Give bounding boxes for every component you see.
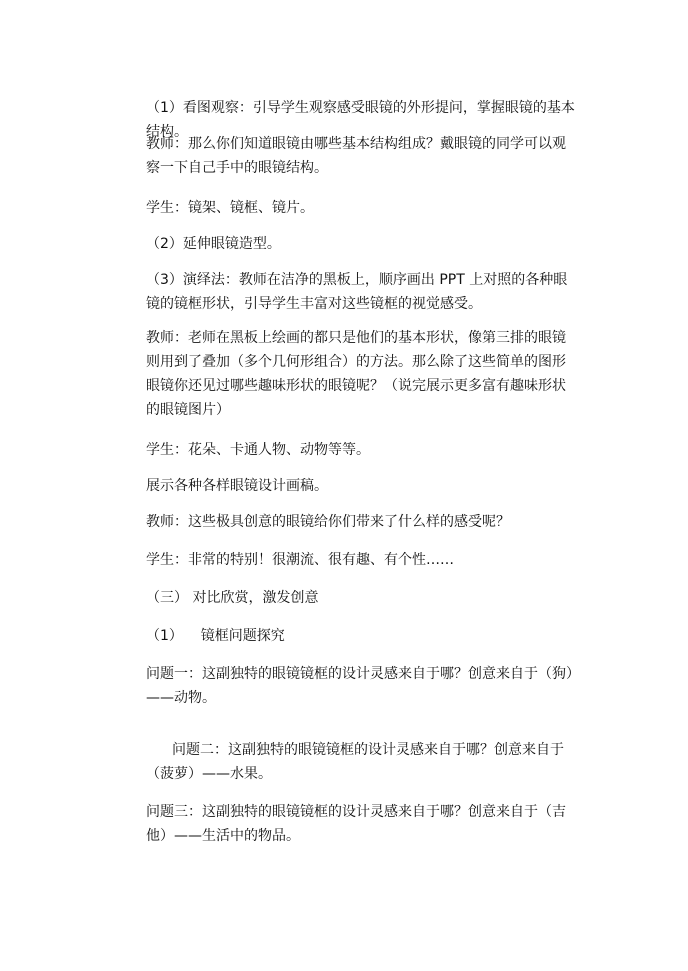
paragraph-question-one: 问题一：这副独特的眼镜镜框的设计灵感来自于哪？创意来自于（狗）——动物。	[146, 666, 580, 706]
section-heading-compare: （三） 对比欣赏，激发创意	[146, 590, 319, 606]
paragraph-extend-shape: （2）延伸眼镜造型。	[146, 236, 281, 252]
paragraph-question-three: 问题三：这副独特的眼镜镜框的设计灵感来自于哪？创意来自于（吉他）——生活中的物品。	[146, 804, 566, 844]
paragraph-show-designs: 展示各种各样眼镜设计画稿。	[146, 478, 328, 494]
subheading-frame-inquiry: （1） 镜框问题探究	[146, 628, 285, 644]
paragraph-question-two: 问题二：这副独特的眼镜镜框的设计灵感来自于哪？创意来自于（菠萝）——水果。	[146, 742, 564, 782]
paragraph-deduction-method: （3）演绎法：教师在洁净的黑板上，顺序画出 PPT 上对照的各种眼镜的镜框形状，引导学生丰富对这些镜框的视觉感受。	[146, 272, 568, 312]
paragraph-teacher-question-structure: 教师：那么你们知道眼镜由哪些基本结构组成？戴眼镜的同学可以观察一下自己手中的眼镜结构。	[146, 136, 566, 176]
paragraph-teacher-basic-shapes: 教师：老师在黑板上绘画的都只是他们的基本形状，像第三排的眼镜则用到了叠加（多个几何形组合）的方法。那么除了这些简单的图形眼镜你还见过哪些趣味形状的眼镜呢？（说完展示更多富有趣味形状的眼镜图片）	[146, 330, 566, 418]
paragraph-student-feeling-answer: 学生：非常的特别！很潮流、很有趣、有个性……	[146, 552, 454, 568]
paragraph-student-answer-parts: 学生：镜架、镜框、镜片。	[146, 200, 314, 216]
paragraph-observe: （1）看图观察：引导学生观察感受眼镜的外形提问，掌握眼镜的基本结构。	[146, 100, 575, 140]
paragraph-teacher-feeling-question: 教师：这些极具创意的眼镜给你们带来了什么样的感受呢？	[146, 514, 510, 530]
paragraph-student-answer-shapes: 学生：花朵、卡通人物、动物等等。	[146, 442, 370, 458]
